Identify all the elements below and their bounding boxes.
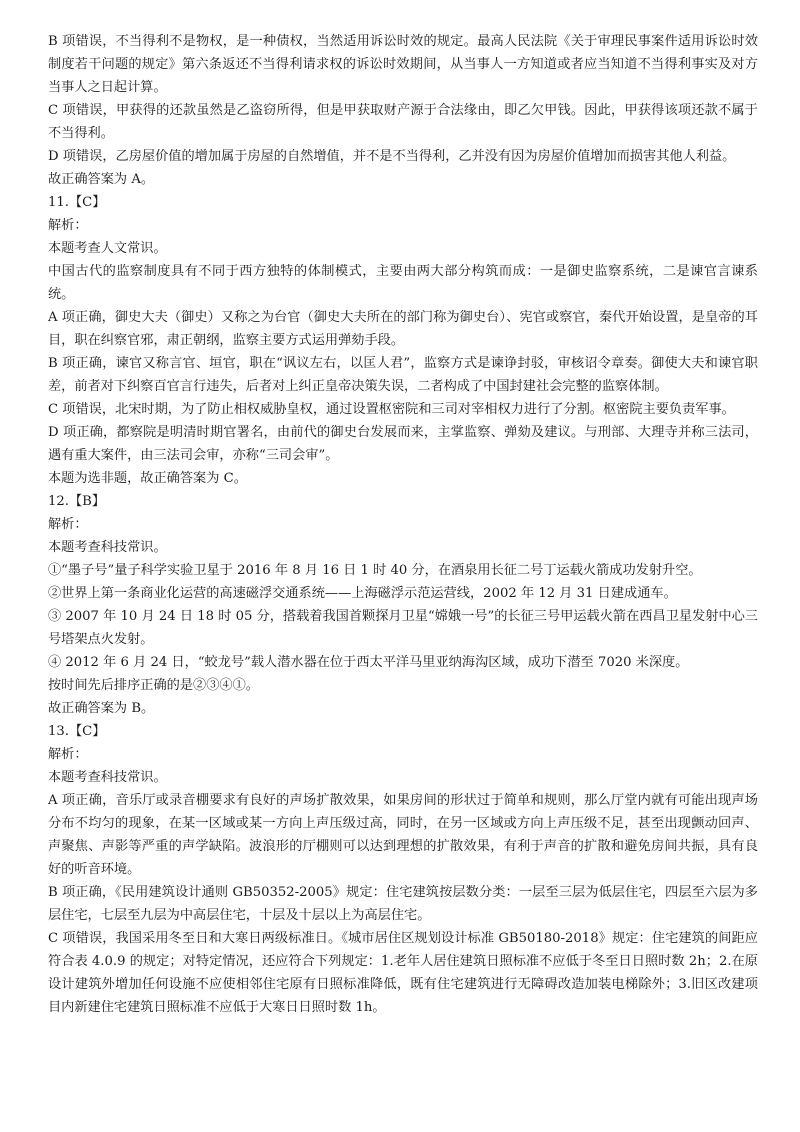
analysis-label: 解析： — [48, 218, 88, 233]
intro-paragraph: 中国古代的监察制度具有不同于西方独特的体制模式，主要由两大部分构筑而成：一是御史监察系统，二是谏官言谏系统。 — [48, 264, 758, 302]
question-number: 12.【B】 — [48, 494, 106, 509]
analysis-label: 解析： — [48, 517, 88, 532]
paragraph-c-wrong: C 项错误，我国采用冬至日和大寒日两级标准日。《城市居住区规划设计标准 GB50180-2018》规定：住宅建筑的间距应符合表 4.0.9 的规定；对特定情况，还应符合下列规定：1.老年人居住建筑日照标准不应低于冬至日日照时数 2h；2.在原设计建筑外增加任何设施不应使相邻住宅原有日照标准降低，既有住宅建筑进行无障碍改造加装电梯除外；3.旧区改建项目内新建住宅建筑日照标准不应低于大寒日日照时数 1h。 — [48, 931, 758, 1015]
order-line: 按时间先后排序正确的是②③④①。 — [48, 678, 259, 693]
question-number: 11.【C】 — [48, 195, 106, 210]
topic-line: 本题考查人文常识。 — [48, 241, 167, 256]
paragraph-c-wrong: C 项错误，甲获得的还款虽然是乙盗窃所得，但是甲获取财产源于合法缘由，即乙欠甲钱。因此，甲获得该项还款不属于不当得利。 — [48, 103, 758, 141]
question-number: 13.【C】 — [48, 724, 106, 739]
paragraph-b-wrong: B 项错误，不当得利不是物权，是一种债权，当然适用诉讼时效的规定。最高人民法院《关于审理民事案件适用诉讼时效制度若干问题的规定》第六条返还不当得利请求权的诉讼时效期间，从当事人一方知道或者应当知道不当得利事实及对方当事人之日起计算。 — [48, 34, 758, 95]
topic-line: 本题考查科技常识。 — [48, 540, 167, 555]
topic-line: 本题考查科技常识。 — [48, 770, 167, 785]
event-item-1: ①“墨子号”量子科学实验卫星于 2016 年 8 月 16 日 1 时 40 分，在酒泉用长征二号丁运载火箭成功发射升空。 — [48, 563, 702, 578]
paragraph-b-correct: B 项正确，《民用建筑设计通则 GB50352-2005》规定：住宅建筑按层数分类：一层至三层为低层住宅，四层至六层为多层住宅，七层至九层为中高层住宅，十层及十层以上为高层住宅。 — [48, 885, 758, 923]
paragraph-a-correct: A 项正确，音乐厅或录音棚要求有良好的声场扩散效果，如果房间的形状过于简单和规则，那么厅堂内就有可能出现声场分布不均匀的现象，在某一区域或某一方向上声压级过高，同时，在另一区域或方向上声压级不足，甚至出现颤动回声、声聚焦、声影等严重的声学缺陷。波浪形的厅棚则可以达到理想的扩散效果，有利于声音的扩散和避免房间共振，具有良好的听音环境。 — [48, 793, 758, 877]
event-item-4: ④ 2012 年 6 月 24 日，“蛟龙号”载人潜水器在位于西太平洋马里亚纳海沟区域，成功下潜至 7020 米深度。 — [48, 655, 689, 670]
paragraph-d-correct: D 项正确，都察院是明清时期官署名，由前代的御史台发展而来，主掌监察、弹劾及建议。与刑部、大理寺并称三法司，遇有重大案件，由三法司会审，亦称“三司会审”。 — [48, 425, 758, 463]
answer-line: 故正确答案为 B。 — [48, 701, 155, 716]
paragraph-a-correct: A 项正确，御史大夫（御史）又称之为台官（御史大夫所在的部门称为御史台）、宪官或察官，秦代开始设置，是皇帝的耳目，职在纠察官邪，肃正朝纲，监察主要方式运用弹劾手段。 — [48, 310, 758, 348]
paragraph-c-wrong: C 项错误，北宋时期，为了防止相权威胁皇权，通过设置枢密院和三司对宰相权力进行了分割。枢密院主要负责军事。 — [48, 402, 735, 417]
answer-line: 故正确答案为 A。 — [48, 172, 155, 187]
event-item-3: ③ 2007 年 10 月 24 日 18 时 05 分，搭载着我国首颗探月卫星“嫦娥一号”的长征三号甲运载火箭在西昌卫星发射中心三号塔架点火发射。 — [48, 609, 758, 647]
answer-line: 本题为选非题，故正确答案为 C。 — [48, 471, 247, 486]
paragraph-d-wrong: D 项错误，乙房屋价值的增加属于房屋的自然增值，并不是不当得利，乙并没有因为房屋价值增加而损害其他人利益。 — [48, 149, 736, 164]
paragraph-b-correct: B 项正确，谏官又称言官、垣官，职在“讽议左右，以匡人君”，监察方式是谏诤封驳，审核诏令章奏。御使大夫和谏官职差，前者对下纠察百官言行违失，后者对上纠正皇帝决策失误，二者构成了中国封建社会完整的监察体制。 — [48, 356, 758, 394]
event-item-2: ②世界上第一条商业化运营的高速磁浮交通系统——上海磁浮示范运营线，2002 年 12 月 31 日建成通车。 — [48, 586, 677, 601]
analysis-label: 解析： — [48, 747, 88, 762]
document-body — [48, 30, 758, 1019]
